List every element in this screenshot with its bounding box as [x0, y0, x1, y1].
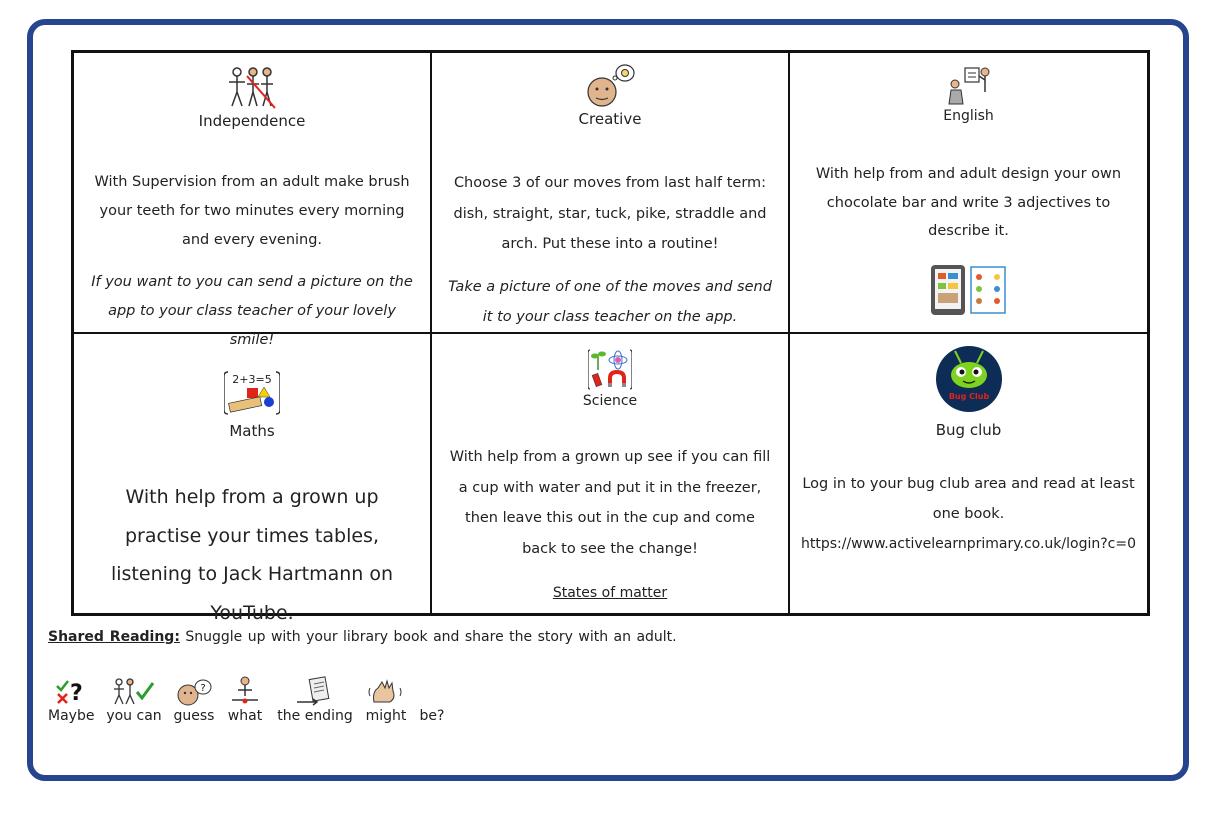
- bug-club-logo: [933, 343, 1005, 417]
- shared-reading-text: Snuggle up with your library book and share the story with an adult.: [179, 629, 677, 645]
- cell-independence: [74, 53, 432, 348]
- cell-text: With help from and adult design your own chocolate bar and write 3 adjectives to describe it.: [815, 166, 1122, 239]
- cell-body: [796, 469, 1141, 559]
- cell-body: [88, 478, 416, 632]
- cell-text: Choose 3 of our moves from last half term: dish, straight, star, tuck, pike, straddle and arch. Put these into a routine!: [453, 175, 767, 252]
- maths-equation: 2+3=5: [232, 373, 272, 386]
- hand-might-icon: [364, 674, 408, 706]
- cell-title: Creative: [578, 110, 642, 128]
- what-person-icon: [226, 674, 264, 706]
- cell-body: [88, 168, 416, 355]
- symbol-word: ? guess: [172, 674, 216, 724]
- symbol-word: might: [364, 674, 408, 724]
- shared-reading: [48, 629, 677, 645]
- symbol-word: be?: [416, 674, 448, 724]
- blank-icon: [416, 674, 448, 706]
- cell-title: English: [943, 108, 994, 124]
- symbol-word: you can: [106, 674, 162, 724]
- maths-shapes-icon: [224, 370, 280, 420]
- states-of-matter-link[interactable]: States of matter: [552, 585, 668, 601]
- cell-body: [446, 168, 774, 333]
- cell-title: Independence: [198, 112, 306, 130]
- bug-club-logo-text: Bug Club: [948, 392, 989, 401]
- activity-grid: [71, 50, 1150, 624]
- cell-body: [446, 442, 774, 609]
- tablet-and-poster-icon: [929, 263, 1009, 321]
- people-tick-icon: [106, 674, 162, 706]
- cell-creative: [432, 53, 790, 334]
- cell-text: With help from a grown up practise your times tables, listening to Jack Hartmann on YouTube.: [110, 486, 394, 624]
- cell-title: Bug club: [935, 421, 1002, 439]
- cell-bugclub: [790, 334, 1147, 613]
- cell-english: [790, 53, 1147, 334]
- symbol-word: ? Maybe: [48, 674, 94, 724]
- bug-club-url[interactable]: https://www.activelearnprimary.co.uk/login?c=0: [801, 536, 1136, 552]
- cell-text: Log in to your bug club area and read at least one book.: [802, 476, 1135, 522]
- svg-text:?: ?: [70, 681, 83, 706]
- cell-title: Science: [582, 393, 638, 409]
- science-icon: [588, 348, 632, 394]
- teacher-board-icon: [947, 64, 991, 110]
- svg-text:?: ?: [200, 683, 206, 694]
- cell-science: [432, 334, 790, 613]
- cell-text: With Supervision from an adult make brush your teeth for two minutes every morning and every evening.: [94, 174, 410, 248]
- guess-face-icon: [172, 674, 216, 706]
- symbol-word: the ending: [275, 674, 355, 724]
- cell-text: With help from a grown up see if you can fill a cup with water and put it in the freezer, then leave this out in the cup and come back to see the change!: [449, 449, 771, 557]
- people-independence-icon: [225, 66, 279, 114]
- cell-maths: [74, 334, 432, 624]
- cell-italic-text: Take a picture of one of the moves and send it to your class teacher on the app.: [448, 278, 772, 325]
- cell-italic-text: If you want to you can send a picture on the app to your class teacher of your lovely smile!: [91, 274, 413, 348]
- tick-cross-question-icon: [48, 674, 94, 706]
- shared-reading-label: Shared Reading:: [48, 629, 180, 645]
- symbol-word: what: [226, 674, 264, 724]
- book-ending-icon: [275, 674, 355, 706]
- cell-title: Maths: [229, 422, 275, 440]
- thinking-face-icon: [584, 64, 636, 112]
- cell-body: [804, 160, 1133, 246]
